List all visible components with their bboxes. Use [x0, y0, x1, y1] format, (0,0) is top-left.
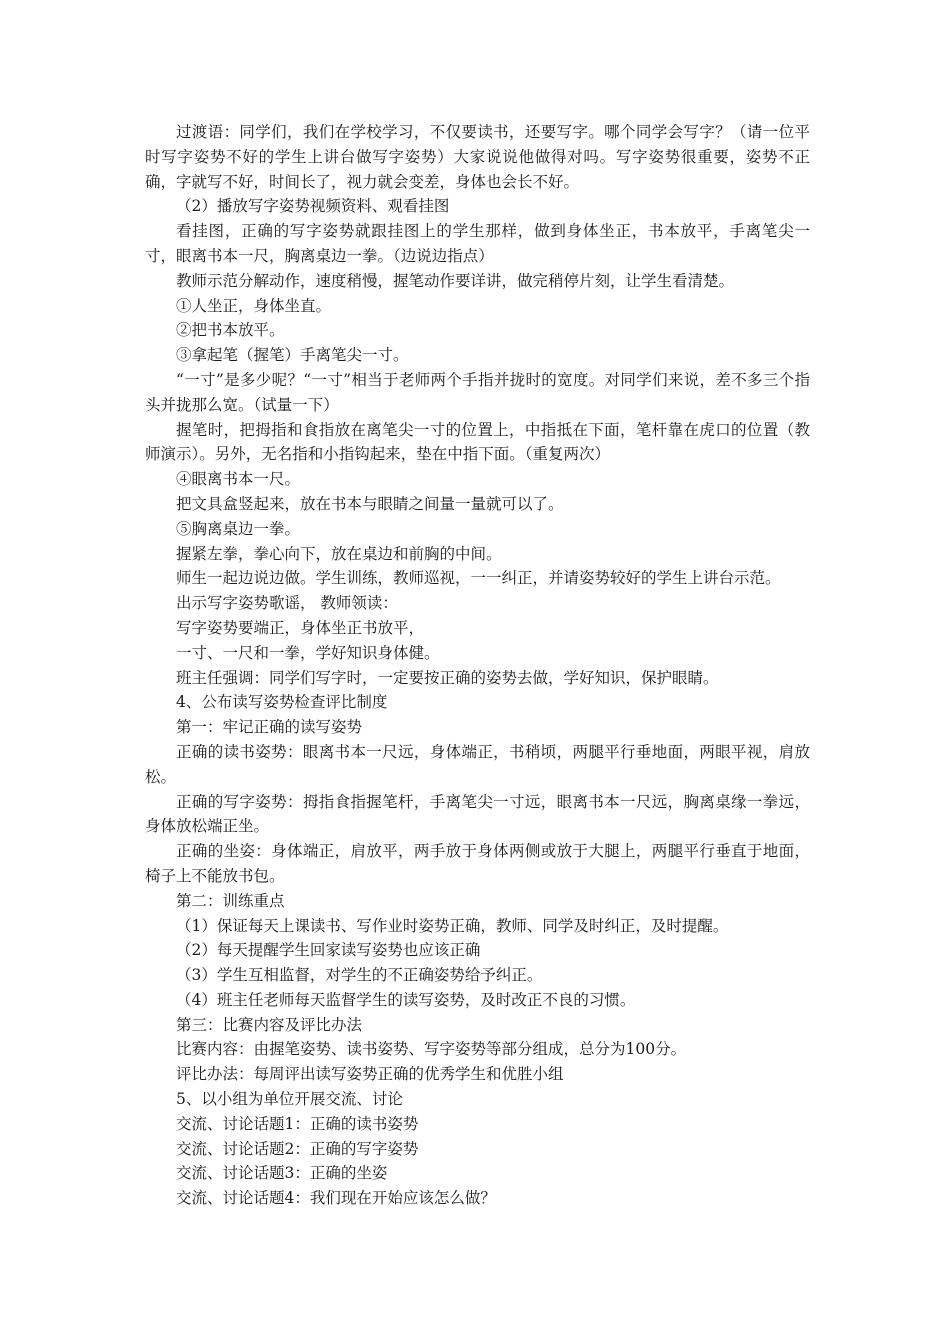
- document-body: [145, 120, 810, 1211]
- paragraph: 握笔时，把拇指和食指放在离笔尖一寸的位置上，中指抵在下面，笔杆靠在虎口的位置（教师演示）。另外，无名指和小指钩起来，垫在中指下面。（重复两次）: [145, 420, 810, 464]
- paragraph: ①人坐正，身体坐直。: [176, 296, 332, 315]
- list-item: 交流、讨论话题2：正确的写字姿势: [176, 1139, 419, 1158]
- paragraph: ②把书本放平。: [176, 321, 285, 340]
- paragraph: 教师示范分解动作，速度稍慢，握笔动作要详讲，做完稍停片刻，让学生看清楚。: [176, 271, 735, 290]
- paragraph: 班主任强调：同学们写字时，一定要按正确的姿势去做，学好知识，保护眼睛。: [176, 668, 719, 687]
- paragraph: ⑤胸离桌边一拳。: [176, 519, 301, 538]
- list-item: （1）保证每天上课读书、写作业时姿势正确，教师、同学及时纠正，及时提醒。: [176, 916, 729, 935]
- list-item: （2）每天提醒学生回家读写姿势也应该正确: [176, 941, 481, 960]
- paragraph: 写字姿势要端正，身体坐正书放平，: [176, 618, 425, 637]
- paragraph: “一寸”是多少呢？“一寸”相当于老师两个手指并拢时的宽度。对同学们来说，差不多三个指头并拢那么宽。（试量一下）: [145, 370, 810, 414]
- subsection-heading: 第二：训练重点: [176, 891, 285, 910]
- paragraph: ④眼离书本一尺。: [176, 470, 301, 489]
- list-item: 交流、讨论话题4：我们现在开始应该怎么做？: [176, 1189, 496, 1208]
- paragraph: 正确的坐姿：身体端正，肩放平，两手放于身体两侧或放于大腿上，两腿平行垂直于地面，椅子上不能放书包。: [145, 842, 810, 885]
- list-item: 交流、讨论话题3：正确的坐姿: [176, 1164, 388, 1183]
- paragraph: 正确的写字姿势：拇指食指握笔杆，手离笔尖一寸远，眼离书本一尺远，胸离桌缘一拳远，身体放松端正坐。: [145, 792, 810, 836]
- paragraph: 看挂图，正确的写字姿势就跟挂图上的学生那样，做到身体坐正，书本放平，手离笔尖一寸，眼离书本一尺，胸离桌边一拳。（边说边指点）: [145, 222, 810, 265]
- paragraph: 把文具盒竖起来，放在书本与眼睛之间量一量就可以了。: [176, 494, 564, 513]
- section-heading: 4、公布读写姿势检查评比制度: [176, 693, 388, 712]
- paragraph: 握紧左拳，拳心向下，放在桌边和前胸的中间。: [176, 544, 502, 563]
- paragraph: 师生一起边说边做。学生训练，教师巡视，一一纠正，并请姿势较好的学生上讲台示范。: [176, 569, 781, 588]
- paragraph: 评比办法：每周评出读写姿势正确的优秀学生和优胜小组: [176, 1065, 564, 1084]
- subsection-heading: 第三：比赛内容及评比办法: [176, 1015, 363, 1034]
- list-item: （4）班主任老师每天监督学生的读写姿势，及时改正不良的习惯。: [176, 990, 636, 1009]
- paragraph: 出示写字姿势歌谣， 教师领读：: [176, 594, 398, 613]
- section-heading: 5、以小组为单位开展交流、讨论: [176, 1090, 403, 1109]
- paragraph: 一寸、一尺和一拳，学好知识身体健。: [176, 643, 440, 662]
- paragraph: 过渡语：同学们，我们在学校学习，不仅要读书，还要写字。哪个同学会写字？（请一位平时写字姿势不好的学生上讲台做写字姿势）大家说说他做得对吗。写字姿势很重要，姿势不正确，字就写不好，时间长了，视力就会变差，身体也会长不好。: [145, 123, 810, 191]
- paragraph: 正确的读书姿势：眼离书本一尺远，身体端正，书稍顷，两腿平行垂地面，两眼平视，肩放松。: [145, 742, 810, 786]
- list-item: 交流、讨论话题1：正确的读书姿势: [176, 1114, 419, 1133]
- subsection-heading: 第一：牢记正确的读写姿势: [176, 718, 363, 737]
- paragraph: （2）播放写字姿势视频资料、观看挂图: [176, 197, 450, 216]
- paragraph: ③拿起笔（握笔）手离笔尖一寸。: [176, 346, 409, 365]
- list-item: （3）学生互相监督，对学生的不正确姿势给予纠正。: [176, 966, 543, 985]
- paragraph: 比赛内容：由握笔姿势、读书姿势、写字姿势等部分组成，总分为100分。: [176, 1040, 687, 1059]
